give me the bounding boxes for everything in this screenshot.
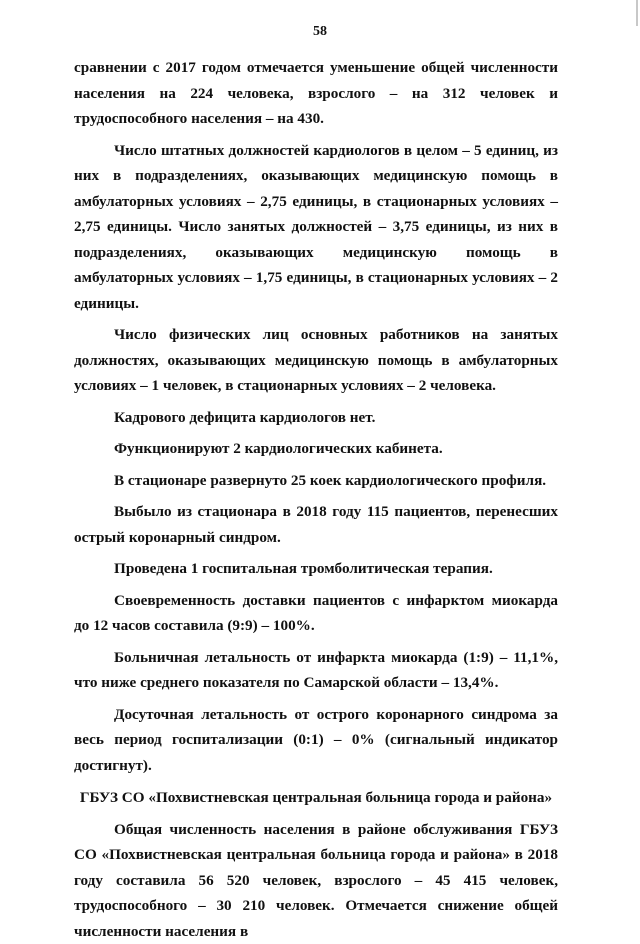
paragraph-discharged-patients: Выбыло из стационара в 2018 году 115 пациентов, перенесших острый коронарный синдром. bbox=[74, 499, 558, 550]
page-number: 58 bbox=[0, 24, 640, 40]
paragraph-hospital-mortality: Больничная летальность от инфаркта миокарда (1:9) – 11,1%, что ниже среднего показателя по Самарской области – 13,4%. bbox=[74, 645, 558, 696]
paragraph-timely-delivery: Своевременность доставки пациентов с инфарктом миокарда до 12 часов составила (9:9) – 100%. bbox=[74, 588, 558, 639]
paragraph-population-comparison: сравнении с 2017 годом отмечается уменьшение общей численности населения на 224 человека, взрослого – на 312 человек и трудоспособного населения – на 430. bbox=[74, 55, 558, 132]
page-body bbox=[74, 55, 558, 944]
section-heading: ГБУЗ СО «Похвистневская центральная больница города и района» bbox=[74, 785, 558, 811]
paragraph-no-deficit: Кадрового дефицита кардиологов нет. bbox=[74, 405, 558, 431]
paragraph-cardiology-rooms: Функционируют 2 кардиологических кабинета. bbox=[74, 436, 558, 462]
paragraph-physical-persons: Число физических лиц основных работников на занятых должностях, оказывающих медицинскую помощь в амбулаторных условиях – 1 человек, в стационарных условиях – 2 человека. bbox=[74, 322, 558, 399]
paragraph-hospital-beds: В стационаре развернуто 25 коек кардиологического профиля. bbox=[74, 468, 558, 494]
scan-edge-mark bbox=[636, 0, 638, 26]
paragraph-thrombolytic-therapy: Проведена 1 госпитальная тромболитическая терапия. bbox=[74, 556, 558, 582]
paragraph-total-population: Общая численность населения в районе обслуживания ГБУЗ СО «Похвистневская центральная больница города и района» в 2018 году составила 56 520 человек, взрослого – 45 415 человек, трудоспособного – 30 210 человек. Отмечается снижение общей численности населения в bbox=[74, 817, 558, 944]
paragraph-staff-positions: Число штатных должностей кардиологов в целом – 5 единиц, из них в подразделениях, оказывающих медицинскую помощь в амбулаторных условиях – 2,75 единицы, в стационарных условиях – 2,75 единицы. Число занятых должностей – 3,75 единицы, из них в подразделениях, оказывающих медицинскую помощь в амбулаторных условиях – 1,75 единицы, в стационарных условиях – 2 единицы. bbox=[74, 138, 558, 317]
paragraph-daily-mortality: Досуточная летальность от острого коронарного синдрома за весь период госпитализации (0:1) – 0% (сигнальный индикатор достигнут). bbox=[74, 702, 558, 779]
